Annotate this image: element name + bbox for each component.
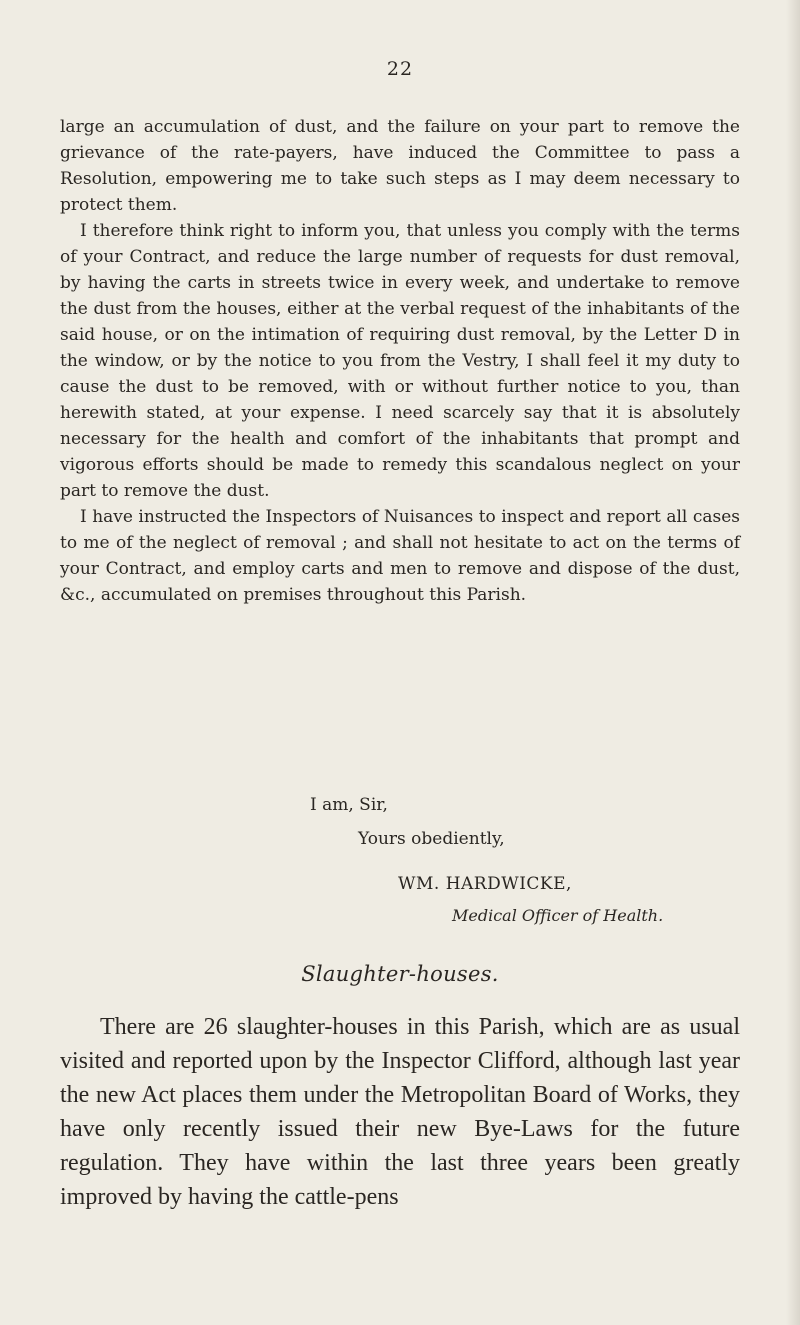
page-edge-shadow: [786, 0, 800, 1325]
letter-signature-title: Medical Officer of Health.: [452, 906, 664, 925]
letter-signature: WM. HARDWICKE,: [398, 874, 572, 894]
letter-body: [60, 114, 740, 608]
letter-paragraph-2: I therefore think right to inform you, that unless you comply with the terms of your Contract, and reduce the large number of requests for dust removal, by having the carts in streets twice in every week, and undertake to remove the dust from the houses, either at the verbal request of the inhabitants of the said house, or on the intimation of requiring dust removal, by the Letter D in the window, or by the notice to you from the Vestry, I shall feel it my duty to cause the dust to be removed, with or without further notice to you, than herewith stated, at your expense. I need scarcely say that it is absolutely necessary for the health and comfort of the inhabitants that prompt and vigorous efforts should be made to remedy this scandalous neglect on your part to remove the dust.: [60, 221, 740, 501]
section-body: [60, 1010, 740, 1214]
letter-salutation: I am, Sir,: [310, 795, 388, 815]
letter-paragraph-1: large an accumulation of dust, and the failure on your part to remove the grievance of the rate-payers, have induced the Committee to pass a Resolution, empowering me to take such steps as I may deem necessary to protect them.: [60, 117, 740, 215]
section-heading: Slaughter-houses.: [301, 962, 499, 986]
page-number: 22: [386, 58, 414, 80]
section-paragraph: There are 26 slaughter-houses in this Parish, which are as usual visited and reported upon by the Inspector Clifford, although last year the new Act places them under the Metropolitan Board of Works, they have only recently issued their new Bye-Laws for the future regulation. They have within the last three years been greatly improved by having the cattle-pens: [60, 1014, 740, 1210]
letter-paragraph-3: I have instructed the Inspectors of Nuisances to inspect and report all cases to me of the neglect of removal ; and shall not hesitate to act on the terms of your Contract, and employ carts and men to remove and dispose of the dust, &c., accumulated on premises throughout this Parish.: [60, 507, 740, 605]
letter-valediction: Yours obediently,: [358, 829, 505, 849]
